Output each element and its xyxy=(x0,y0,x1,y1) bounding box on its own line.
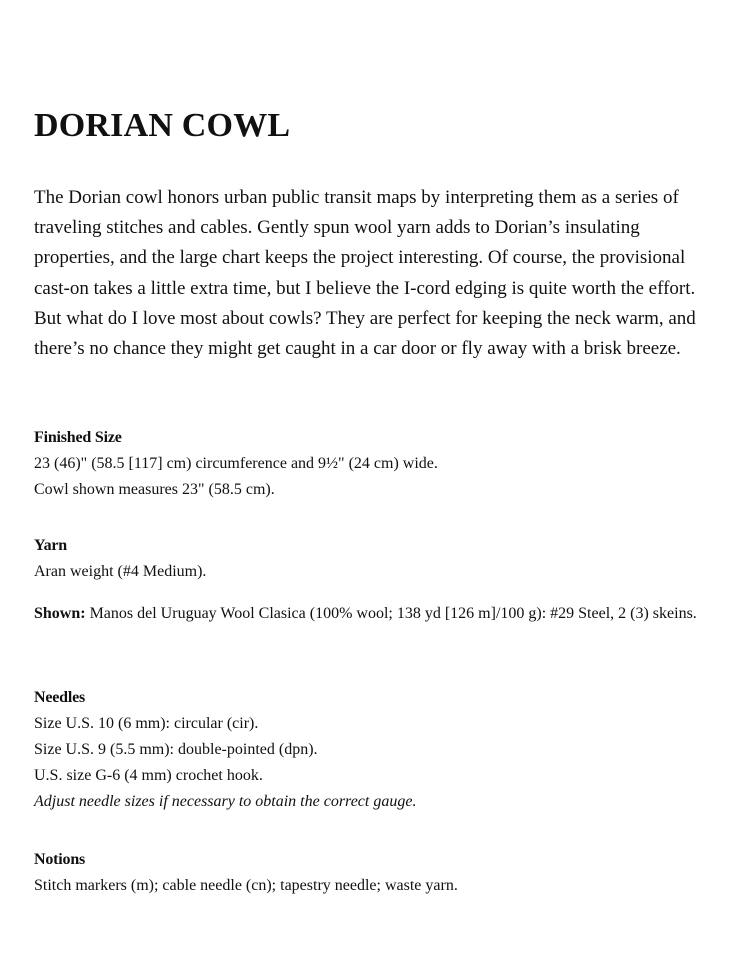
needle-item: U.S. size G-6 (4 mm) crochet hook. xyxy=(34,767,263,784)
finished-size-heading: Finished Size xyxy=(34,429,122,446)
finished-size-line: Cowl shown measures 23" (58.5 cm). xyxy=(34,481,275,498)
yarn-shown-label: Shown: xyxy=(34,605,86,622)
yarn-section xyxy=(34,533,724,585)
notions-section xyxy=(34,847,724,899)
needle-note: Adjust needle sizes if necessary to obtain the correct gauge. xyxy=(34,793,417,810)
notions-heading: Notions xyxy=(34,851,86,868)
yarn-shown-text: Manos del Uruguay Wool Clasica (100% wool; 138 yd [126 m]/100 g): #29 Steel, 2 (3) skeins. xyxy=(85,605,697,622)
needle-item: Size U.S. 9 (5.5 mm): double-pointed (dpn). xyxy=(34,741,318,758)
page-title: DORIAN COWL xyxy=(34,107,291,144)
yarn-shown xyxy=(34,600,724,627)
finished-size-line: 23 (46)" (58.5 [117] cm) circumference and 9½" (24 cm) wide. xyxy=(34,455,438,472)
notions-text: Stitch markers (m); cable needle (cn); tapestry needle; waste yarn. xyxy=(34,877,458,894)
needles-heading: Needles xyxy=(34,689,86,706)
intro-paragraph: The Dorian cowl honors urban public transit maps by interpreting them as a series of traveling stitches and cables. Gently spun wool yarn adds to Dorian’s insulating properties, and the large chart keeps the project interesting. Of course, the provisional cast-on takes a little extra time, but I believe the I-cord edging is quite worth the effort. But what do I love most about cowls? They are perfect for keeping the neck warm, and there’s no chance they might get caught in a car door or fly away with a brisk breeze. xyxy=(34,187,696,360)
yarn-heading: Yarn xyxy=(34,537,67,554)
yarn-weight: Aran weight (#4 Medium). xyxy=(34,563,207,580)
finished-size-section xyxy=(34,425,724,503)
needles-section xyxy=(34,685,724,815)
needle-item: Size U.S. 10 (6 mm): circular (cir). xyxy=(34,715,259,732)
